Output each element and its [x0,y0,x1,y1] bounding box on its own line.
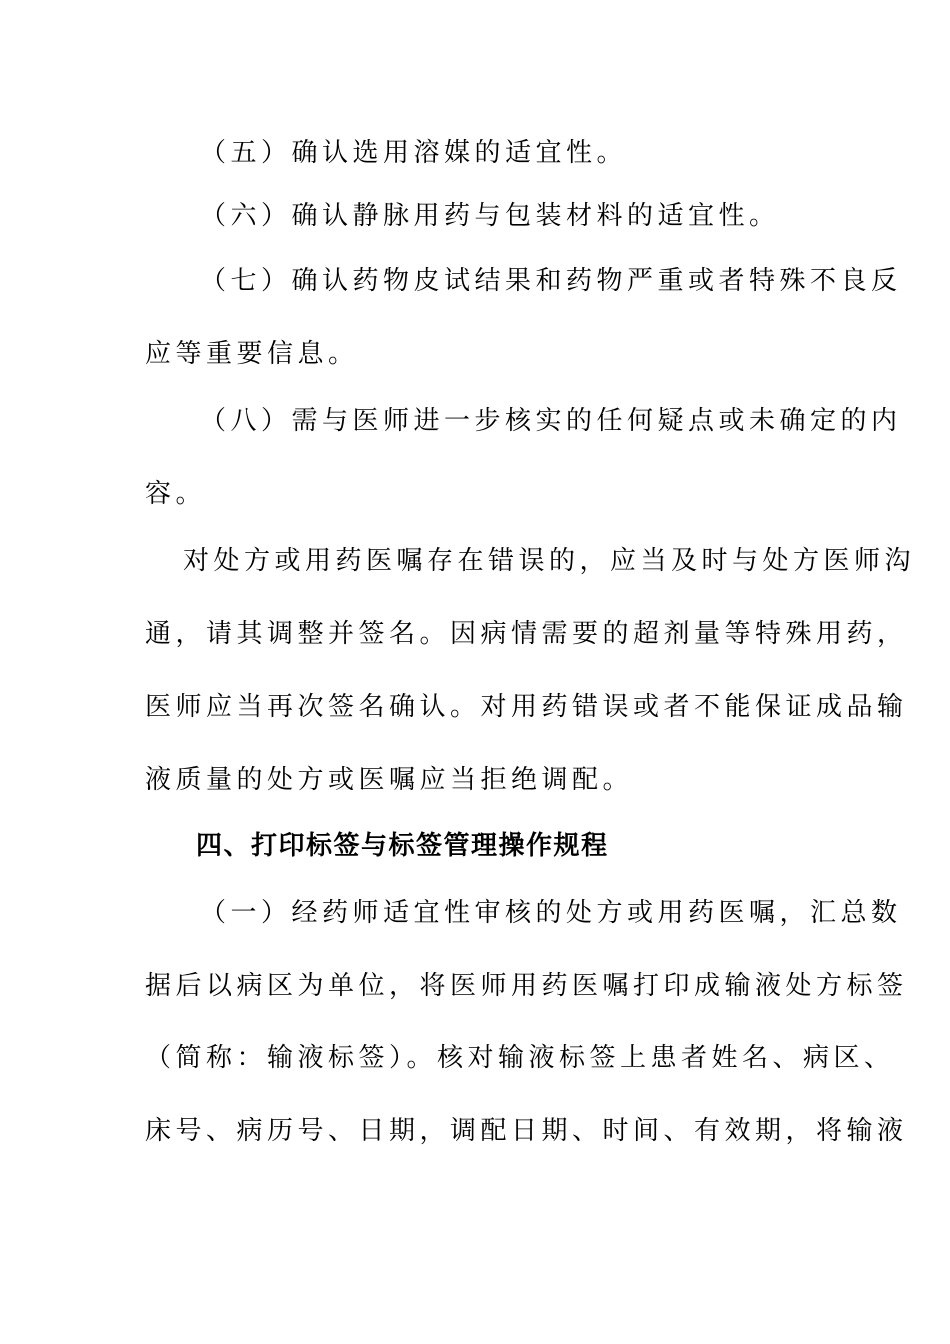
paragraph-item-1-line-4: 床号、病历号、日期，调配日期、时间、有效期，将输液 [145,1116,908,1146]
paragraph-body-line-3: 医师应当再次签名确认。对用药错误或者不能保证成品输 [145,692,908,722]
paragraph-item-1: （一）经药师适宜性审核的处方或用药医嘱，汇总数 [200,898,902,928]
paragraph-item-8: （八）需与医师进一步核实的任何疑点或未确定的内 [200,406,902,436]
paragraph-body-line-1: 对处方或用药医嘱存在错误的，应当及时与处方医师沟 [183,546,916,576]
paragraph-item-1-line-3: （简称：输液标签）。核对输液标签上患者姓名、病区、 [145,1043,895,1073]
paragraph-item-8-continued: 容。 [145,479,207,509]
paragraph-item-1-line-2: 据后以病区为单位，将医师用药医嘱打印成输液处方标签 [145,971,908,1001]
paragraph-item-5: （五）确认选用溶媒的适宜性。 [200,138,628,168]
paragraph-body-line-2: 通，请其调整并签名。因病情需要的超剂量等特殊用药， [145,619,908,649]
paragraph-item-7-continued: 应等重要信息。 [145,339,359,369]
section-heading: 四、打印标签与标签管理操作规程 [196,831,609,861]
paragraph-item-6: （六）确认静脉用药与包装材料的适宜性。 [200,201,780,231]
paragraph-item-7: （七）确认药物皮试结果和药物严重或者特殊不良反 [200,266,902,296]
paragraph-body-line-4: 液质量的处方或医嘱应当拒绝调配。 [145,765,634,795]
